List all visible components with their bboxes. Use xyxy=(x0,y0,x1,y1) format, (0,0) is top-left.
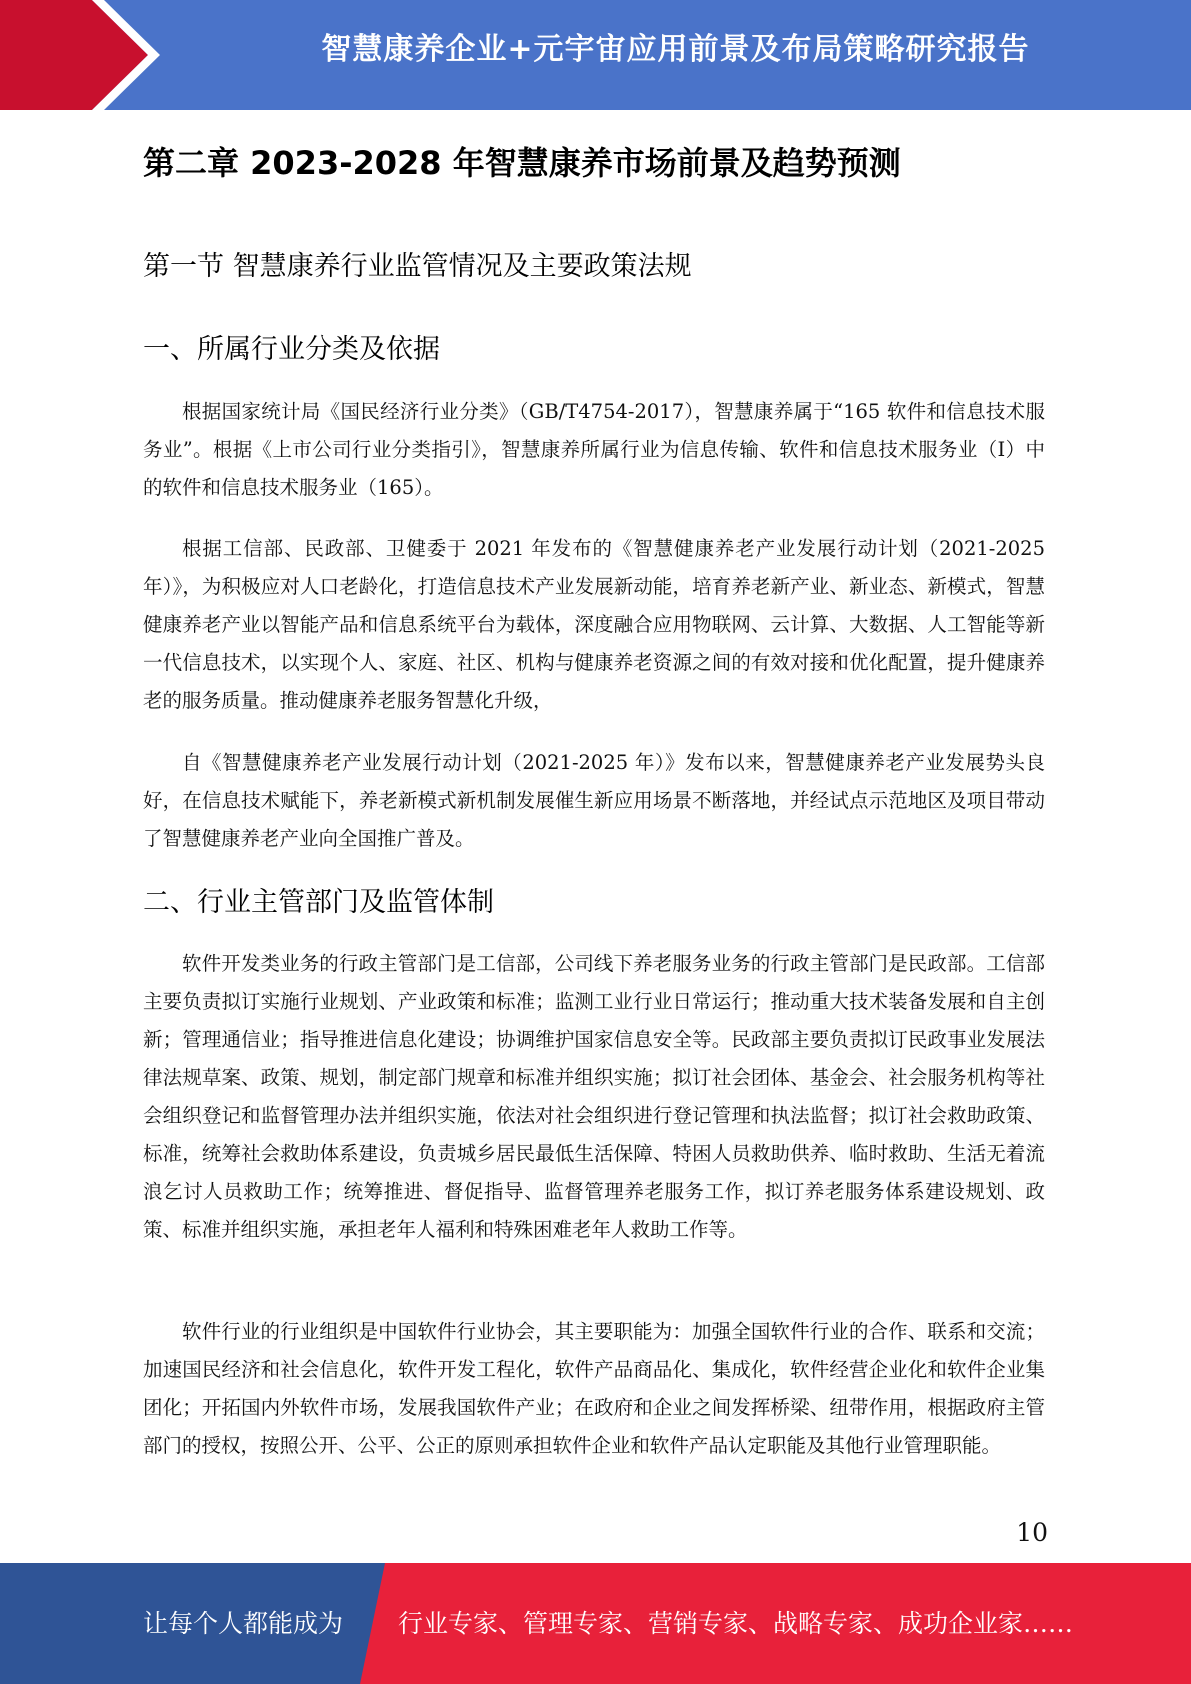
subsection-heading-2: 二、行业主管部门及监管体制 xyxy=(143,887,494,918)
paragraph: 自《智慧健康养老产业发展行动计划（2021-2025 年）》发布以来，智慧健康养老产业发展势头良好，在信息技术赋能下，养老新模式新机制发展催生新应用场景不断落地，并经试点示范地区及项目带动了智慧健康养老产业向全国推广普及。 xyxy=(143,751,1045,850)
chapter-title: 第二章 2023-2028 年智慧康养市场前景及趋势预测 xyxy=(143,144,901,182)
paragraph: 根据工信部、民政部、卫健委于 2021 年发布的《智慧健康养老产业发展行动计划（2021-2025 年）》，为积极应对人口老龄化，打造信息技术产业发展新动能，培育养老新产业、新业态、新模式，智慧健康养老产业以智能产品和信息系统平台为载体，深度融合应用物联网、云计算、大数据、人工智能等新一代信息技术，以实现个人、家庭、社区、机构与健康养老资源之间的有效对接和优化配置，提升健康养老的服务质量。推动健康养老服务智慧化升级， xyxy=(143,537,1045,712)
header-arrow-decor xyxy=(0,0,160,110)
report-title: 智慧康养企业+元宇宙应用前景及布局策略研究报告 xyxy=(321,32,1030,67)
section-title: 第一节 智慧康养行业监管情况及主要政策法规 xyxy=(143,251,692,282)
page-footer-band xyxy=(0,1563,1191,1684)
paragraph: 软件开发类业务的行政主管部门是工信部，公司线下养老服务业务的行政主管部门是民政部。工信部主要负责拟订实施行业规划、产业政策和标准；监测工业行业日常运行；推动重大技术装备发展和自主创新；管理通信业；指导推进信息化建设；协调维护国家信息安全等。民政部主要负责拟订民政事业发展法律法规草案、政策、规划，制定部门规章和标准并组织实施；拟订社会团体、基金会、社会服务机构等社会组织登记和监督管理办法并组织实施，依法对社会组织进行登记管理和执法监督；拟订社会救助政策、标准，统筹社会救助体系建设，负责城乡居民最低生活保障、特困人员救助供养、临时救助、生活无着流浪乞讨人员救助工作；统筹推进、督促指导、监督管理养老服务工作，拟订养老服务体系建设规划、政策、标准并组织实施，承担老年人福利和特殊困难老年人救助工作等。 xyxy=(143,952,1045,1241)
footer-slogan-right: 行业专家、管理专家、营销专家、战略专家、成功企业家…… xyxy=(398,1609,1074,1638)
paragraph: 软件行业的行业组织是中国软件行业协会，其主要职能为：加强全国软件行业的合作、联系和交流；加速国民经济和社会信息化，软件开发工程化，软件产品商品化、集成化，软件经营企业化和软件企业集团化；开拓国内外软件市场，发展我国软件产业；在政府和企业之间发挥桥梁、纽带作用，根据政府主管部门的授权，按照公开、公平、公正的原则承担软件企业和软件产品认定职能及其他行业管理职能。 xyxy=(143,1320,1045,1457)
paragraph: 根据国家统计局《国民经济行业分类》（GB/T4754-2017），智慧康养属于“165 软件和信息技术服务业”。根据《上市公司行业分类指引》，智慧康养所属行业为信息传输、软件和信息技术服务业（I）中的软件和信息技术服务业（165）。 xyxy=(143,400,1045,499)
subsection-heading-1: 一、所属行业分类及依据 xyxy=(143,334,440,365)
page-header-band xyxy=(0,0,1191,110)
page-number: 10 xyxy=(1016,1518,1048,1547)
footer-slogan-left: 让每个人都能成为 xyxy=(143,1609,344,1638)
